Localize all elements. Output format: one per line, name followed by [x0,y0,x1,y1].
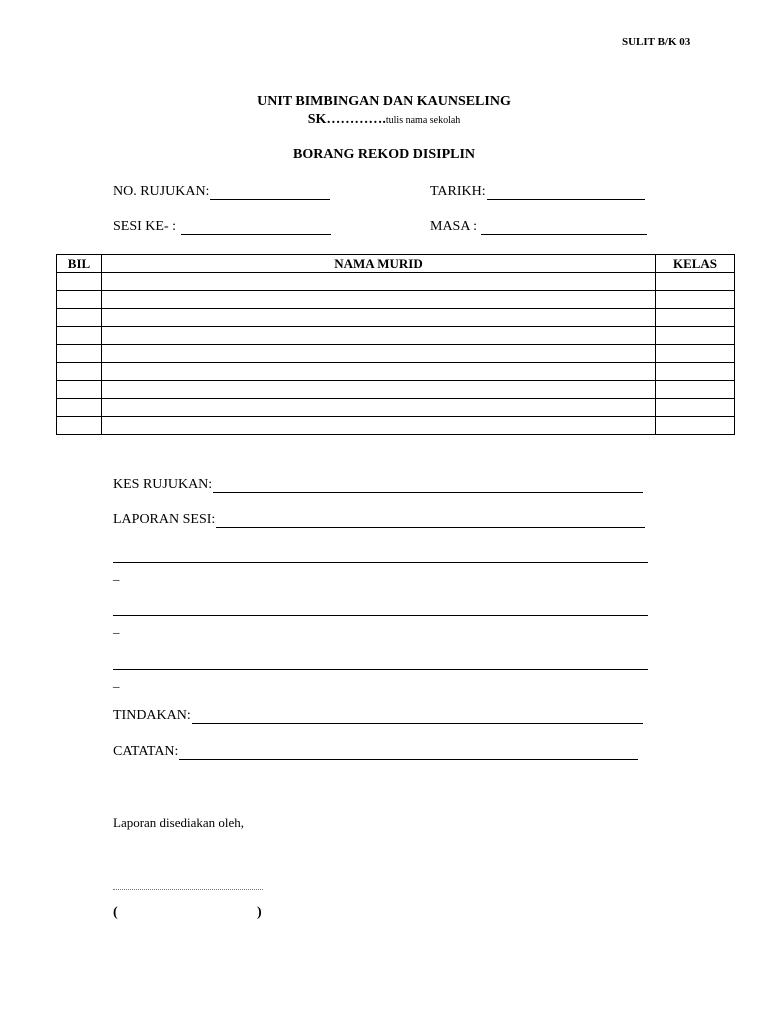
kelas-cell[interactable] [656,417,735,435]
laporan-sesi-blank[interactable] [216,513,645,528]
laporan-dash-2: _ [113,620,120,635]
form-title: BORANG REKOD DISIPLIN [292,147,476,162]
sesi-ke-field[interactable] [113,219,331,235]
table-row [57,363,735,381]
laporan-line-1[interactable] [113,562,648,563]
laporan-dash-1: _ [113,567,120,582]
document-code: SULIT B/K 03 [622,36,691,48]
laporan-sesi-label: LAPORAN SESI: [113,512,216,527]
bil-cell[interactable] [57,273,102,291]
student-rows [57,273,735,435]
name-close-paren: ) [257,905,262,920]
bil-cell[interactable] [57,399,102,417]
laporan-line-2[interactable] [113,615,648,616]
sesi-ke-label: SESI KE- : [113,219,176,234]
table-header-row [57,255,735,273]
laporan-line-3[interactable] [113,669,648,670]
nama-murid-cell[interactable] [102,309,656,327]
masa-field[interactable] [430,219,647,235]
kes-rujukan-blank[interactable] [213,478,643,493]
table-row [57,273,735,291]
bil-cell[interactable] [57,345,102,363]
tarikh-blank[interactable] [487,185,645,200]
bil-cell[interactable] [57,309,102,327]
no-rujukan-field[interactable] [113,184,330,200]
tindakan-blank[interactable] [192,709,643,724]
kes-rujukan-field[interactable] [113,477,643,493]
tindakan-field[interactable] [113,708,643,724]
student-table [56,254,735,435]
header-kelas: KELAS [656,255,735,273]
nama-murid-cell[interactable] [102,291,656,309]
kelas-cell[interactable] [656,381,735,399]
table-row [57,417,735,435]
table-row [57,327,735,345]
table-row [57,309,735,327]
nama-murid-cell[interactable] [102,363,656,381]
sesi-ke-blank[interactable] [181,220,331,235]
header-bil: BIL [57,255,102,273]
kelas-cell[interactable] [656,327,735,345]
kelas-cell[interactable] [656,291,735,309]
table-row [57,291,735,309]
no-rujukan-label: NO. RUJUKAN: [113,184,210,199]
tarikh-label: TARIKH: [430,184,486,199]
bil-cell[interactable] [57,363,102,381]
laporan-sesi-field[interactable] [113,512,645,528]
nama-murid-cell[interactable] [102,381,656,399]
table-row [57,381,735,399]
catatan-field[interactable] [113,744,638,760]
nama-murid-cell[interactable] [102,417,656,435]
kelas-cell[interactable] [656,273,735,291]
masa-blank[interactable] [481,220,647,235]
nama-murid-cell[interactable] [102,399,656,417]
signature-line[interactable] [113,889,263,890]
kes-rujukan-label: KES RUJUKAN: [113,477,213,492]
tarikh-field[interactable] [430,184,645,200]
nama-murid-cell[interactable] [102,327,656,345]
tindakan-label: TINDAKAN: [113,708,191,723]
catatan-label: CATATAN: [113,744,179,759]
no-rujukan-blank[interactable] [210,185,330,200]
header-nama-murid: NAMA MURID [102,255,656,273]
masa-label: MASA : [430,219,478,234]
school-prefix: SK…………. [307,112,386,127]
bil-cell[interactable] [57,417,102,435]
nama-murid-cell[interactable] [102,345,656,363]
kelas-cell[interactable] [656,363,735,381]
table-row [57,345,735,363]
school-line [0,112,768,128]
bil-cell[interactable] [57,381,102,399]
kelas-cell[interactable] [656,345,735,363]
table-row [57,399,735,417]
kelas-cell[interactable] [656,399,735,417]
catatan-blank[interactable] [179,745,638,760]
kelas-cell[interactable] [656,309,735,327]
unit-title: UNIT BIMBINGAN DAN KAUNSELING [257,94,511,109]
laporan-dash-3: _ [113,674,120,689]
bil-cell[interactable] [57,327,102,345]
bil-cell[interactable] [57,291,102,309]
prepared-by-label: Laporan disediakan oleh, [113,815,245,830]
name-open-paren: ( [113,905,118,920]
school-hint: tulis nama sekolah [385,115,461,126]
nama-murid-cell[interactable] [102,273,656,291]
